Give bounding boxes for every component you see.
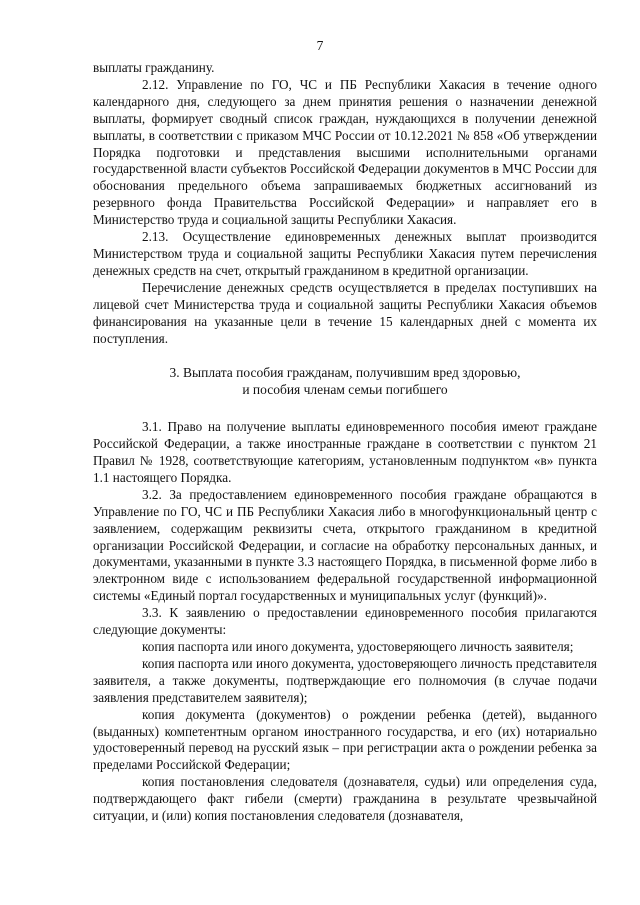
paragraph: Перечисление денежных средств осуществляется в пределах поступивших на лицевой счет Министерства труда и социальной защиты Республики Хакасия объемов финансирования на указанные цели в течение 15 календарных дней с момента их поступления. (93, 279, 597, 346)
section-heading-line: и пособия членам семьи погибшего (242, 382, 448, 398)
document-body (93, 60, 597, 825)
paragraph: копия постановления следователя (дознавателя, судьи) или определения суда, подтверждающего факт гибели (смерти) гражданина в результате чрезвычайной ситуации, и (или) копия постановления следователя (дознавателя, (93, 774, 597, 824)
paragraph: копия паспорта или иного документа, удостоверяющего личность представителя заявителя, а также документы, подтверждающие его полномочия (в случае подачи заявления представителем заявителя); (93, 655, 597, 705)
page-number: 7 (316, 38, 324, 53)
paragraph: 2.13. Осуществление единовременных денежных выплат производится Министерством труда и социальной защиты Республики Хакасия путем перечисления денежных средств на счет, открытый гражданином в кредитной организации. (93, 229, 597, 278)
paragraph: копия паспорта или иного документа, удостоверяющего личность заявителя; (142, 639, 574, 654)
paragraph: 3.1. Право на получение выплаты единовременного пособия имеют граждане Российской Федерации, а также иностранные граждане в соответствии с пунктом 21 Правил № 1928, соответствующие категориям, установленным подпунктом «в» пункта 1.1 настоящего Порядка. (93, 419, 597, 485)
section-heading (93, 365, 597, 399)
section-heading-line: 3. Выплата пособия гражданам, получившим вред здоровью, (169, 365, 521, 381)
paragraph: 2.12. Управление по ГО, ЧС и ПБ Республики Хакасия в течение одного календарного дня, следующего за днем принятия решения о назначении денежной выплаты, формирует сводный список граждан, нуждающихся в получении денежной выплаты, в соответствии с приказом МЧС России от 10.12.2021 № 858 «Об утверждении Порядка подготовки и представления высшими исполнительными органами государственной власти субъектов Российской Федерации документов в МЧС России для обоснования предельного объема запрашиваемых бюджетных ассигнований из резервного фонда Правительства Российской Федерации» и направляет его в Министерство труда и социальной защиты Республики Хакасия. (93, 76, 597, 228)
paragraph: 3.3. К заявлению о предоставлении единовременного пособия прилагаются следующие документы: (93, 605, 597, 638)
paragraph: выплаты гражданину. (93, 60, 215, 75)
paragraph: копия документа (документов) о рождении ребенка (детей), выданного (выданных) компетентным органом иностранного государства, и его (их) нотариально удостоверенный перевод на русский язык – при регистрации акта о рождении ребенка за пределами Российской Федерации; (93, 706, 597, 773)
paragraph: 3.2. За предоставлением единовременного пособия граждане обращаются в Управление по ГО, ЧС и ПБ Республики Хакасия либо в многофункциональный центр с заявлением, содержащим реквизиты счета, открытого гражданином в кредитной организации Российской Федерации, и согласие на обработку персональных данных, и документами, указанными в пункте 3.3 настоящего Порядка, в письменной форме либо в электронном виде с использованием федеральной государственной информационной системы «Единый портал государственных и муниципальных услуг (функций)». (93, 486, 597, 604)
